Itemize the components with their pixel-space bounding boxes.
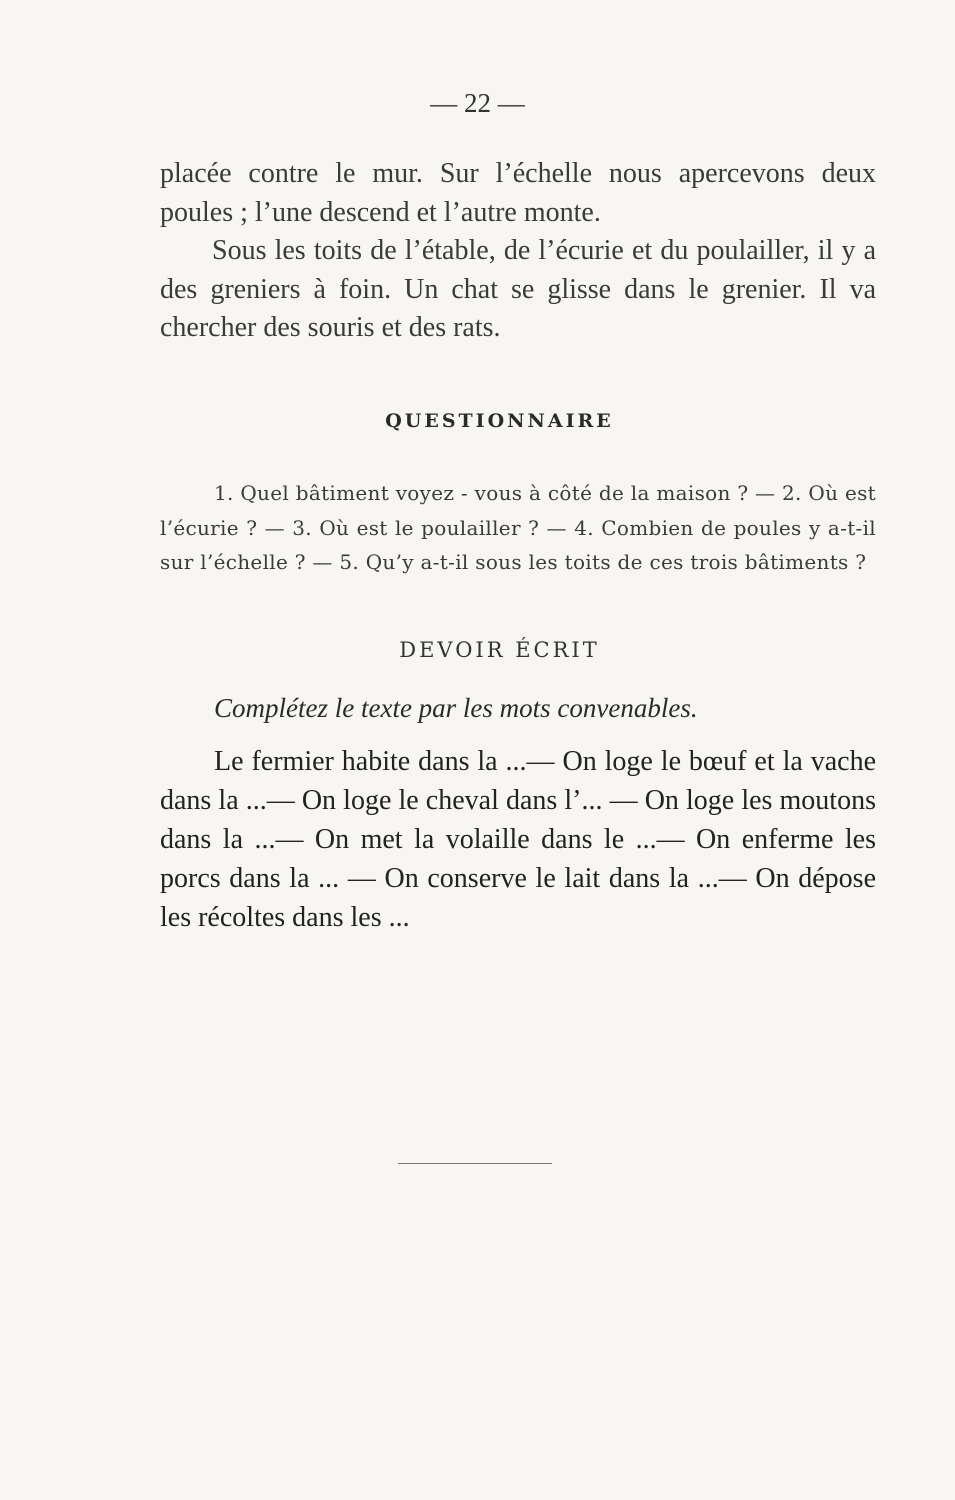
questionnaire-heading: QUESTIONNAIRE [385,410,614,432]
exercise-text: Le fermier habite dans la ...— On loge le bœuf et la vache dans la ...— On loge le cheval dans l’... — On loge les moutons dans la ...— On met la volaille dans le ...— On enferme les porcs dans la ... — On conserve le lait dans la ...— On dépose les récoltes dans les ... [160,746,876,933]
exercise-section [160,742,876,937]
exercise-instruction: Complétez le texte par les mots convenables. [214,693,698,723]
intro-text [160,155,876,348]
devoir-heading: DEVOIR ÉCRIT [399,638,600,662]
page-number: — 22 — [430,88,525,118]
questionnaire-text: 1. Quel bâtiment voyez - vous à côté de la maison ? — 2. Où est l’écurie ? — 3. Où est le poulailler ? — 4. Combien de poules y a-t-il sur l’échelle ? — 5. Qu’y a-t-il sous les toits de ces trois bâtiments ? [160,481,876,574]
section-divider [398,1163,552,1164]
intro-paragraph-2: Sous les toits de l’étable, de l’écurie et du poulailler, il y a des greniers à foin. Un chat se glisse dans le grenier. Il va chercher des souris et des rats. [160,235,876,343]
intro-paragraph-1: placée contre le mur. Sur l’échelle nous apercevons deux poules ; l’une descend et l’autre monte. [160,158,876,228]
questionnaire-section [160,476,876,580]
